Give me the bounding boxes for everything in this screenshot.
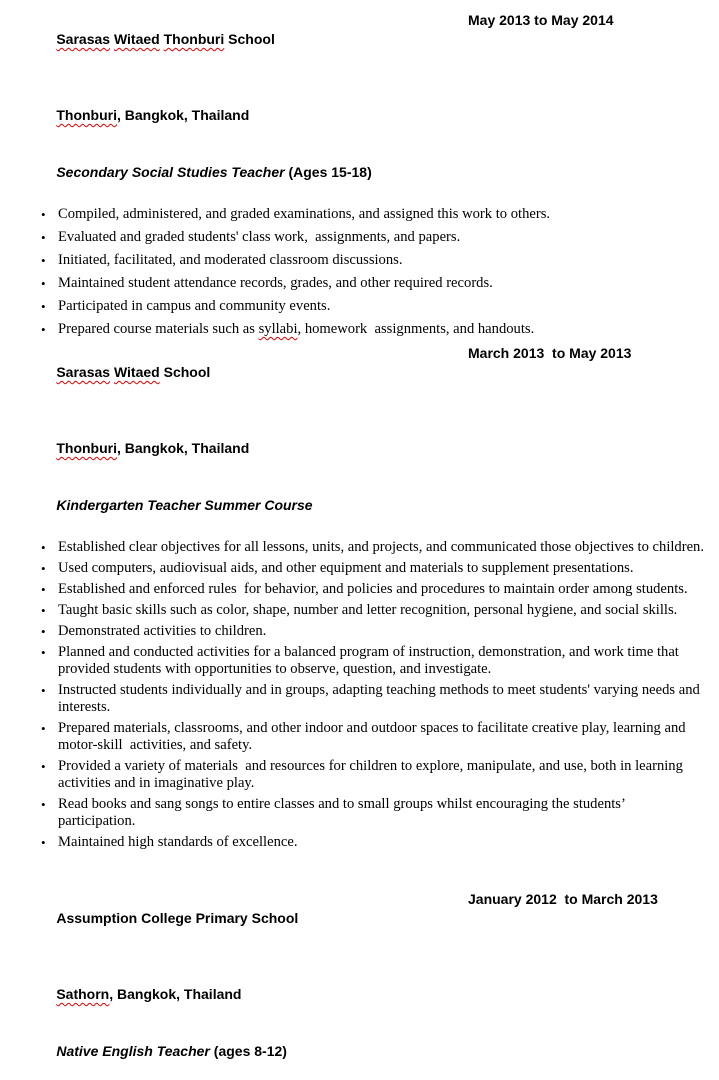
location-line (33, 966, 719, 1023)
text-run: School (159, 364, 211, 380)
misspelled-word: Sathorn (56, 986, 110, 1002)
text-run: , Bangkok, Thailand (109, 986, 242, 1002)
text-run: Compiled, administered, and graded examinations, and assigned this work to others. (58, 206, 551, 222)
text-run: Maintained student attendance records, grades, and other required records. (58, 275, 493, 291)
employment-dates: January 2012 to March 2013 (468, 891, 658, 907)
text-run: Taught basic skills such as color, shape, number and letter recognition, personal hygiene, and social skills. (58, 602, 678, 618)
bullet-icon: • (41, 835, 46, 850)
experience-sections (33, 11, 719, 1080)
text-run: Provided a variety of materials and resources for children to explore, manipulate, and use, both in learning activities and in imaginative play. (58, 758, 687, 791)
text-run: Assumption College Primary School (56, 910, 299, 926)
duty-item (33, 560, 705, 577)
duty-item (33, 539, 705, 556)
duty-item (33, 602, 705, 619)
employment-dates: May 2013 to May 2014 (468, 12, 614, 28)
job-title-ages: (ages 8-12) (209, 1043, 287, 1059)
job-section (33, 344, 719, 851)
school-location (56, 440, 249, 456)
bullet-icon: • (41, 253, 46, 268)
bullet-icon: • (41, 299, 46, 314)
title-line (33, 477, 719, 534)
bullet-icon: • (41, 207, 46, 222)
text-run: Prepared materials, classrooms, and other indoor and outdoor spaces to facilitate creative play, learning and motor-skill activities, and safety. (58, 720, 690, 753)
school-line (33, 890, 719, 966)
school-name (56, 910, 298, 926)
bullet-icon: • (41, 230, 46, 245)
school-name (56, 364, 210, 380)
school-name (56, 31, 275, 47)
bullet-icon: • (41, 540, 46, 555)
duty-item (33, 252, 705, 269)
bullet-icon: • (41, 759, 46, 774)
duty-item (33, 623, 705, 640)
text-run: Prepared course materials such as (58, 321, 259, 337)
job-section (33, 890, 719, 1080)
duty-item (33, 229, 705, 246)
text-run: Participated in campus and community events. (58, 298, 331, 314)
duty-item (33, 206, 705, 223)
bullet-icon: • (41, 683, 46, 698)
school-location (56, 986, 241, 1002)
duty-item (33, 298, 705, 315)
bullet-icon: • (41, 797, 46, 812)
misspelled-word: Thonburi (56, 107, 117, 123)
duty-item (33, 682, 705, 716)
bullet-icon: • (41, 721, 46, 736)
misspelled-word: Witaed (113, 364, 160, 380)
job-title: Secondary Social Studies Teacher (56, 164, 285, 180)
text-run: Established and enforced rules for behavior, and policies and procedures to maintain order among students. (58, 581, 688, 597)
bullet-icon: • (41, 624, 46, 639)
duty-item (33, 581, 705, 598)
duty-item (33, 720, 705, 754)
misspelled-word: Witaed (113, 31, 160, 47)
text-run: Initiated, facilitated, and moderated classroom discussions. (58, 252, 403, 268)
title-line (33, 1023, 719, 1080)
school-line (33, 11, 719, 87)
job-title: Native English Teacher (56, 1043, 210, 1059)
duties-list (33, 539, 719, 851)
duty-item (33, 758, 705, 792)
job-title-ages: (Ages 15-18) (284, 164, 372, 180)
text-run: , Bangkok, Thailand (117, 107, 250, 123)
duty-item (33, 275, 705, 292)
misspelled-word: Sarasas (56, 364, 111, 380)
bullet-icon: • (41, 561, 46, 576)
bullet-icon: • (41, 582, 46, 597)
bullet-icon: • (41, 322, 46, 337)
location-line (33, 87, 719, 144)
job-section (33, 11, 719, 338)
text-run: Established clear objectives for all lessons, units, and projects, and communicated those objectives to children. (58, 539, 705, 555)
duty-item (33, 321, 705, 338)
duty-item (33, 834, 705, 851)
text-run: Instructed students individually and in groups, adapting teaching methods to meet students' varying needs and interests. (58, 682, 704, 715)
school-line (33, 344, 719, 420)
job-title: Kindergarten Teacher Summer Course (56, 497, 313, 513)
text-run: Demonstrated activities to children. (58, 623, 267, 639)
text-run: Planned and conducted activities for a balanced program of instruction, demonstration, and work time that provided students with opportunities to observe, question, and investigate. (58, 644, 683, 677)
duty-item (33, 644, 705, 678)
misspelled-word: syllabi (258, 321, 298, 337)
text-run: Maintained high standards of excellence. (58, 834, 298, 850)
school-location (56, 107, 249, 123)
bullet-icon: • (41, 603, 46, 618)
text-run: Used computers, audiovisual aids, and other equipment and materials to supplement presentations. (58, 560, 634, 576)
bullet-icon: • (41, 276, 46, 291)
misspelled-word: Thonburi (163, 31, 225, 47)
text-run: Evaluated and graded students' class work, assignments, and papers. (58, 229, 461, 245)
text-run: School (224, 31, 275, 47)
text-run: Read books and sang songs to entire classes and to small groups whilst encouraging the students’ participation. (58, 796, 629, 829)
text-run: , Bangkok, Thailand (117, 440, 250, 456)
bullet-icon: • (41, 645, 46, 660)
duty-item (33, 796, 705, 830)
location-line (33, 420, 719, 477)
employment-dates: March 2013 to May 2013 (468, 345, 632, 361)
duties-list (33, 206, 719, 338)
misspelled-word: Sarasas (56, 31, 111, 47)
text-run: , homework assignments, and handouts. (297, 321, 535, 337)
title-line (33, 144, 719, 201)
misspelled-word: Thonburi (56, 440, 117, 456)
